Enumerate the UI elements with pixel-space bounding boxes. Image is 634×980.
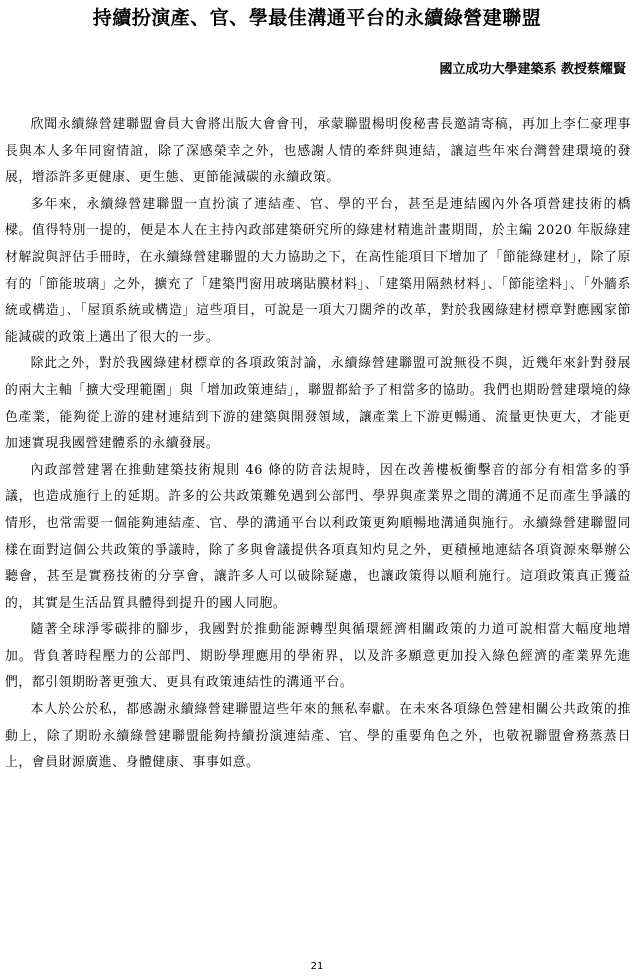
- paragraph-5: 隨著全球淨零碳排的腳步，我國對於推動能源轉型與循環經濟相關政策的力道可說相當大幅度地增加。背負著時程壓力的公部門、期盼學理應用的學術界，以及許多願意更加投入綠色經濟的產業界先進們，都引領期盼著更強大、更具有政策連結性的溝通平台。: [5, 622, 631, 691]
- paragraph-4: 內政部營建署在推動建築技術規則 46 條的防音法規時，因在改善樓板衝擊音的部分有相當多的爭議，也造成施行上的延期。許多的公共政策難免遇到公部門、學界與產業界之間的溝通不足而產生爭議的情形，也常需要一個能夠連結產、官、學的溝通平台以利政策更夠順暢地溝通與施行。永續綠營建聯盟同樣在面對這個公共政策的爭議時，除了多與會議提供各項真知灼見之外，更積極地連結各項資源來舉辦公聽會，甚至是實務技術的分享會，讓許多人可以破除疑慮，也讓政策得以順利施行。這項政策真正獲益的，其實是生活品質具體得到提升的國人同胞。: [5, 462, 631, 611]
- paragraph-2: 多年來，永續綠營建聯盟一直扮演了連結產、官、學的平台，甚至是連結國內外各項營建技術的橋樑。值得特別一提的，便是本人在主持內政部建築研究所的綠建材精進計畫期間，於主編 2020 年版綠建材解說與評估手冊時，在永續綠營建聯盟的大力協助之下，在高性能項目下增加了「節能綠建材」，除了原有的「節能玻璃」之外，擴充了「建築門窗用玻璃貼膜材料」、「建築用隔熱材料」、「節能塗料」、「外牆系統或構造」、「屋頂系統或構造」這些項目，可說是一項大刀闊斧的改革，對於我國綠建材標章對應國家節能減碳的政策上邁出了很大的一步。: [5, 196, 631, 345]
- paragraph-1: 欣聞永續綠營建聯盟會員大會將出版大會會刊，承蒙聯盟楊明俊秘書長邀請寄稿，再加上李仁豪理事長與本人多年同窗情誼，除了深感榮幸之外，也感謝人情的牽絆與連結，讓這些年來台灣營建環境的發展，增添許多更健康、更生態、更節能減碳的永續政策。: [5, 117, 631, 186]
- article-body: [5, 112, 631, 777]
- page-title: 持續扮演產、官、學最佳溝通平台的永續綠營建聯盟: [92, 7, 542, 29]
- paragraph-6: 本人於公於私，都感謝永續綠營建聯盟這些年來的無私奉獻。在未來各項綠色營建相關公共政策的推動上，除了期盼永續綠營建聯盟能夠持續扮演連結產、官、學的重要角色之外，也敬祝聯盟會務蒸蒸日上，會員財源廣進、身體健康、事事如意。: [5, 702, 631, 771]
- page-number: 21: [310, 961, 324, 972]
- author-line: 國立成功大學建築系 教授蔡耀賢: [439, 62, 626, 77]
- paragraph-3: 除此之外，對於我國綠建材標章的各項政策討論，永續綠營建聯盟可說無役不與，近幾年來針對發展的兩大主軸「擴大受理範圍」與「增加政策連結」，聯盟都給予了相當多的協助。我們也期盼營建環境的綠色產業，能夠從上游的建材連結到下游的建築與開發領域，讓產業上下游更暢通、流量更快更大，才能更加速實現我國營建體系的永續發展。: [5, 356, 631, 452]
